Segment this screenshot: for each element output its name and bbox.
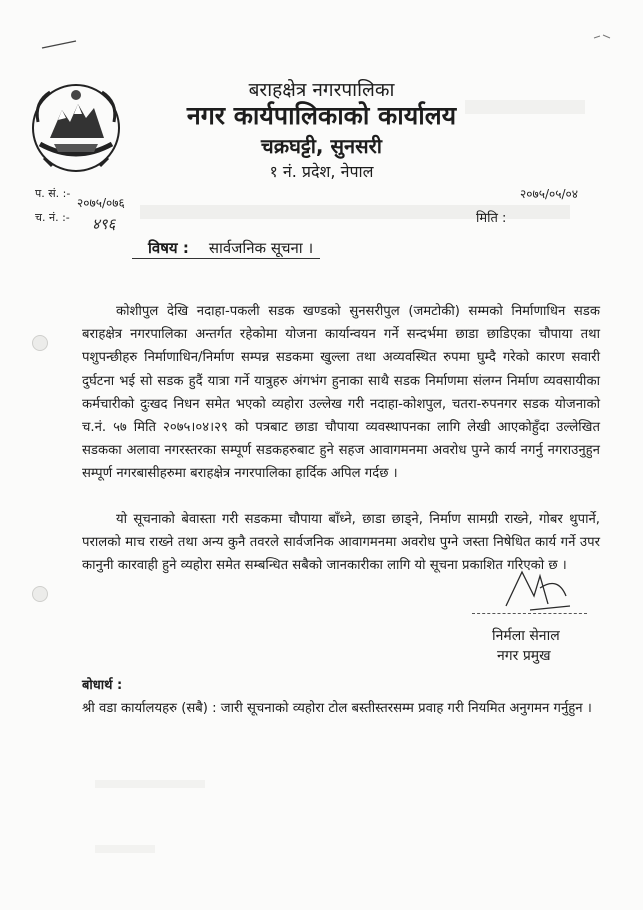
body-paragraph-1: कोशीपुल देखि नदाहा-पकली सडक खण्डको सुनसरीपुल (जमटोकी) सम्मको निर्माणाधिन सडक बराहक्षेत्र नगरपालिका अन्तर्गत रहेकोमा योजना कार्यान्वयन गर्ने सन्दर्भमा छाडा छाडिएका चौपाया तथा पशुपन्छीहरु निर्माणाधिन/निर्माण सम्पन्न सडकमा खुल्ला तथा अव्यवस्थित रुपमा घुम्दै गरेको कारण सवारी दुर्घटना भई सो सडक हुदैं यात्रा गर्ने यात्रुहरु अंगभंग हुनाका साथै सडक निर्माणमा संलग्न निर्माण व्यवसायीका कर्मचारीको दुःखद निधन समेत भएको व्यहोरा उल्लेख गरी नदाहा-कोशपुल, चतरा-रुपनगर सडक योजनाको च.नं. ५७ मिति २०७५।०४।२९ को पत्रबाट छाडा चौपाया व्यवस्थापनका लागि लेखी आएकोहुँदा उल्लेखित सडकका अलावा नगरस्तरका सम्पूर्ण सडकहरुबाट हुने सहज आवागमनमा अवरोध पुग्ने कार्य नगर्नु नगराउनुहुन सम्पूर्ण नगरबासीहरुमा बराहक्षेत्र नगरपालिका हार्दिक अपिल गर्दछ । — [82, 304, 600, 482]
bleed-through-mark — [95, 780, 205, 788]
municipality-name: बराहक्षेत्र नगरपालिका — [248, 79, 395, 101]
punch-hole-icon — [32, 335, 48, 351]
subject-underline — [132, 258, 320, 259]
dispatch-no: ४९६ — [92, 215, 116, 233]
date-label: मिति : — [476, 211, 507, 226]
signatory-name: निर्मला सेनाल — [492, 628, 560, 644]
dispatch-no-label: च. नं. :- — [35, 211, 70, 224]
subject-text: सार्वजनिक सूचना । — [208, 239, 314, 257]
letter-no: २०७५/०७६ — [77, 196, 125, 210]
cc-text: श्री वडा कार्यालयहरु (सबै) : जारी सूचनाको व्यहोरा टोल बस्तीस्तरसम्म प्रवाह गरी नियमित अनुगमन गर्नुहुन । — [82, 701, 592, 716]
office-location: चक्रघट्टी, सुनसरी — [261, 134, 382, 158]
body-paragraph-2: यो सूचनाको बेवास्ता गरी सडकमा चौपाया बाँध्ने, छाडा छाड्ने, निर्माण सामग्री राख्ने, गोबर थुपार्ने, परालको माच राख्ने तथा अन्य कुनै तवरले सार्वजनिक आवागमनमा अवरोध पुग्ने जस्ता निषेधित कार्य गर्ने उपर कानुनी कारवाही हुने व्यहोरा समेत सम्बन्धित सबैको जानकारीका लागि यो सूचना प्रकाशित गरिएको छ । — [82, 512, 600, 574]
signatory-designation: नगर प्रमुख — [497, 648, 551, 664]
cc-label: बोधार्थ : — [82, 678, 123, 693]
province-line: १ नं. प्रदेश, नेपाल — [269, 162, 374, 181]
signature-line — [472, 613, 587, 614]
subject-line — [148, 238, 313, 258]
letter-no-label: प. सं. :- — [35, 187, 71, 200]
corner-speck-mark — [592, 30, 614, 44]
office-name: नगर कार्यपालिकाको कार्यालय — [186, 101, 457, 130]
subject-label: विषय : — [148, 239, 189, 257]
signature-mark — [500, 566, 575, 616]
punch-hole-icon — [32, 586, 48, 602]
date-value: २०७५/०५/०४ — [520, 187, 579, 201]
bleed-through-mark — [95, 845, 155, 853]
pen-stroke-mark — [40, 38, 80, 52]
